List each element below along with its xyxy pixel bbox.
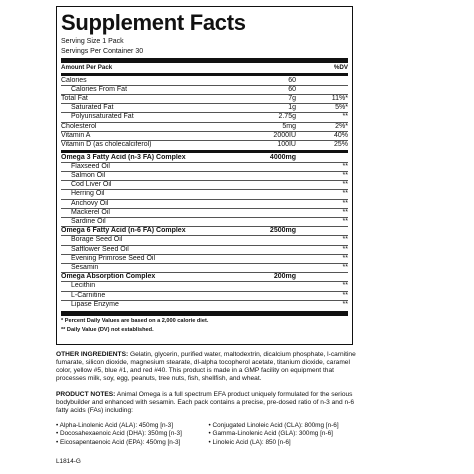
nutrient-row bbox=[61, 189, 348, 198]
nutrient-dv: ** bbox=[342, 264, 348, 272]
nutrient-amount bbox=[230, 255, 296, 263]
nutrient-label: Sardine Oil bbox=[71, 218, 106, 226]
nutrient-dv: 25% bbox=[333, 140, 348, 148]
nutrient-amount bbox=[230, 172, 296, 180]
nutrient-label: Omega Absorption Complex bbox=[61, 273, 156, 281]
nutrient-row bbox=[61, 94, 348, 103]
other-ingredients-heading: OTHER INGREDIENTS: bbox=[56, 351, 129, 358]
nutrient-label: Omega 6 Fatty Acid (n-6 FA) Complex bbox=[61, 227, 186, 235]
product-notes-text: Animal Omega is a full spectrum EFA product uniquely formulated for the serious bodybuilder and enhanced with sesamin. Each pack contains a precise, pre-dosed ratio of n-3 and n-6 fatty acids (FAs) including: bbox=[56, 391, 355, 414]
nutrient-label: Total Fat bbox=[61, 94, 88, 102]
nutrient-label: Lipase Enzyme bbox=[71, 300, 119, 308]
nutrient-label: Safflower Seed Oil bbox=[71, 245, 129, 253]
fatty-acid-item: • Linoleic Acid (LA): 850 [n-6] bbox=[208, 438, 291, 446]
nutrient-label: Vitamin A bbox=[61, 131, 91, 139]
nutrient-amount: 100IU bbox=[277, 140, 296, 148]
nutrient-amount: 4000mg bbox=[269, 153, 296, 161]
nutrient-dv: ** bbox=[342, 236, 348, 244]
panel-title: Supplement Facts bbox=[61, 10, 246, 35]
fatty-acid-item: • Docosahexaenoic Acid (DHA): 350mg [n-3] bbox=[56, 430, 182, 438]
nutrient-dv: 40% bbox=[333, 131, 348, 139]
nutrient-label: Evening Primrose Seed Oil bbox=[71, 254, 156, 262]
footnote-not-established: ** Daily Value (DV) not established. bbox=[61, 327, 154, 334]
nutrient-row bbox=[61, 245, 348, 254]
nutrient-dv bbox=[296, 273, 348, 281]
nutrient-amount bbox=[230, 236, 296, 244]
nutrient-row bbox=[61, 281, 348, 290]
nutrient-amount bbox=[230, 218, 296, 226]
nutrient-label: Calories bbox=[61, 76, 87, 84]
other-ingredients bbox=[56, 351, 361, 383]
nutrient-amount: 1g bbox=[288, 104, 296, 112]
nutrient-dv: ** bbox=[342, 208, 348, 216]
nutrient-label: Saturated Fat bbox=[71, 104, 114, 112]
nutrient-dv: ** bbox=[342, 162, 348, 170]
nutrient-row bbox=[61, 180, 348, 189]
nutrient-amount: 60 bbox=[288, 85, 296, 93]
nutrient-label: Lecithin bbox=[71, 282, 96, 290]
nutrient-row bbox=[61, 272, 348, 281]
nutrient-row bbox=[61, 226, 348, 235]
product-notes bbox=[56, 391, 361, 415]
nutrient-amount: 5mg bbox=[282, 122, 296, 130]
nutrient-amount: 200mg bbox=[273, 273, 296, 281]
product-notes-heading: PRODUCT NOTES: bbox=[56, 391, 116, 398]
nutrient-row bbox=[61, 208, 348, 217]
fatty-acid-col-right bbox=[209, 422, 362, 447]
nutrient-label: Mackerel Oil bbox=[71, 208, 110, 216]
nutrient-dv: ** bbox=[342, 282, 348, 290]
nutrient-rows bbox=[61, 77, 348, 310]
divider-mid bbox=[61, 73, 348, 76]
nutrient-amount: 60 bbox=[288, 76, 296, 84]
other-ingredients-text: Gelatin, glycerin, purified water, maltodextrin, dicalcium phosphate, l-carnitine fumarate, silicon dioxide, magnesium stearate, dl-alpha tocopherol acetate, titanium dioxide, caramel color, yellow #5, blue #1, and red #40. This product is made in a GMP facility on equipment that processes milk, soy, egg, peanuts, tree nuts, fish, shellfish, and wheat. bbox=[56, 351, 356, 382]
nutrient-dv: ** bbox=[342, 190, 348, 198]
nutrient-dv: ** bbox=[342, 291, 348, 299]
amount-header bbox=[61, 64, 348, 72]
nutrient-amount bbox=[230, 209, 296, 217]
nutrient-row bbox=[61, 131, 348, 140]
nutrient-label: Polyunsaturated Fat bbox=[71, 113, 134, 121]
nutrient-amount bbox=[230, 282, 296, 290]
product-code: L1814-G bbox=[56, 458, 81, 465]
nutrient-row bbox=[61, 300, 348, 309]
section-divider bbox=[61, 150, 348, 153]
nutrient-row bbox=[61, 162, 348, 171]
nutrient-amount: 2000IU bbox=[273, 131, 296, 139]
nutrient-label: Sesamin bbox=[71, 264, 99, 272]
nutrient-row bbox=[61, 103, 348, 112]
nutrient-amount bbox=[230, 190, 296, 198]
nutrient-dv bbox=[296, 154, 348, 162]
servings-per-container: Servings Per Container 30 bbox=[61, 47, 144, 55]
fatty-acid-item: • Eicosapentaenoic Acid (EPA): 450mg [n-3] bbox=[56, 438, 181, 446]
nutrient-label: Salmon Oil bbox=[71, 172, 106, 180]
nutrient-label: Omega 3 Fatty Acid (n-3 FA) Complex bbox=[61, 153, 186, 161]
nutrient-row bbox=[61, 154, 348, 162]
divider-bottom bbox=[61, 311, 348, 316]
nutrient-dv bbox=[296, 227, 348, 235]
nutrient-dv: ** bbox=[342, 113, 348, 121]
nutrient-amount bbox=[230, 246, 296, 254]
fatty-acid-item: • Conjugated Linoleic Acid (CLA): 800mg [n-6] bbox=[208, 422, 339, 429]
nutrient-label: Vitamin D (as cholecalciferol) bbox=[61, 140, 152, 148]
nutrient-row bbox=[61, 254, 348, 263]
nutrient-amount bbox=[230, 301, 296, 309]
nutrient-dv: ** bbox=[342, 218, 348, 226]
footnote-dv: * Percent Daily Values are based on a 2,000 calorie diet. bbox=[61, 318, 209, 325]
supplement-facts-panel bbox=[56, 6, 353, 345]
nutrient-amount bbox=[230, 264, 296, 272]
nutrient-row bbox=[61, 217, 348, 226]
nutrient-amount bbox=[230, 200, 296, 208]
nutrient-label: Calories From Fat bbox=[71, 85, 128, 93]
nutrient-row bbox=[61, 140, 348, 149]
nutrient-dv: 2%* bbox=[335, 122, 348, 130]
nutrient-row bbox=[61, 171, 348, 180]
nutrient-dv: 5%* bbox=[335, 104, 348, 112]
nutrient-dv bbox=[296, 86, 348, 94]
fatty-acid-list bbox=[56, 422, 361, 447]
fatty-acid-item: • Gamma-Linolenic Acid (GLA): 300mg [n-6] bbox=[208, 430, 333, 438]
nutrient-amount: 2500mg bbox=[269, 227, 296, 235]
nutrient-dv: 11%* bbox=[331, 94, 348, 102]
nutrient-amount bbox=[230, 292, 296, 300]
fatty-acid-col-left bbox=[56, 422, 209, 447]
nutrient-label: Borage Seed Oil bbox=[71, 236, 123, 244]
nutrient-dv: ** bbox=[342, 254, 348, 262]
nutrient-label: Cod Liver Oil bbox=[71, 181, 112, 189]
nutrient-label: Herring Oil bbox=[71, 190, 105, 198]
nutrient-dv: ** bbox=[342, 300, 348, 308]
nutrient-dv: ** bbox=[342, 172, 348, 180]
nutrient-dv: ** bbox=[342, 199, 348, 207]
nutrient-row bbox=[61, 112, 348, 121]
nutrient-amount bbox=[230, 181, 296, 189]
nutrient-label: Anchovy Oil bbox=[71, 199, 109, 207]
nutrient-amount: 7g bbox=[288, 94, 296, 102]
serving-size: Serving Size 1 Pack bbox=[61, 38, 124, 45]
nutrient-dv bbox=[296, 77, 348, 85]
nutrient-row bbox=[61, 199, 348, 208]
nutrient-row bbox=[61, 77, 348, 85]
fatty-acid-item: • Alpha-Linolenic Acid (ALA): 450mg [n-3] bbox=[56, 422, 173, 429]
divider-thick bbox=[61, 58, 348, 63]
nutrient-dv: ** bbox=[342, 245, 348, 253]
nutrient-dv: ** bbox=[342, 181, 348, 189]
nutrient-label: Flaxseed Oil bbox=[71, 162, 110, 170]
nutrient-row bbox=[61, 122, 348, 131]
amount-per-pack-label: Amount Per Pack bbox=[61, 64, 113, 71]
nutrient-row bbox=[61, 291, 348, 300]
dv-label: %DV bbox=[333, 64, 348, 71]
nutrient-row bbox=[61, 263, 348, 272]
nutrient-amount: 2.75g bbox=[278, 113, 296, 121]
nutrient-amount bbox=[230, 163, 296, 171]
nutrient-row bbox=[61, 235, 348, 244]
nutrient-label: Cholesterol bbox=[61, 122, 97, 130]
nutrient-row bbox=[61, 85, 348, 94]
nutrient-label: L-Carnitine bbox=[71, 291, 106, 299]
